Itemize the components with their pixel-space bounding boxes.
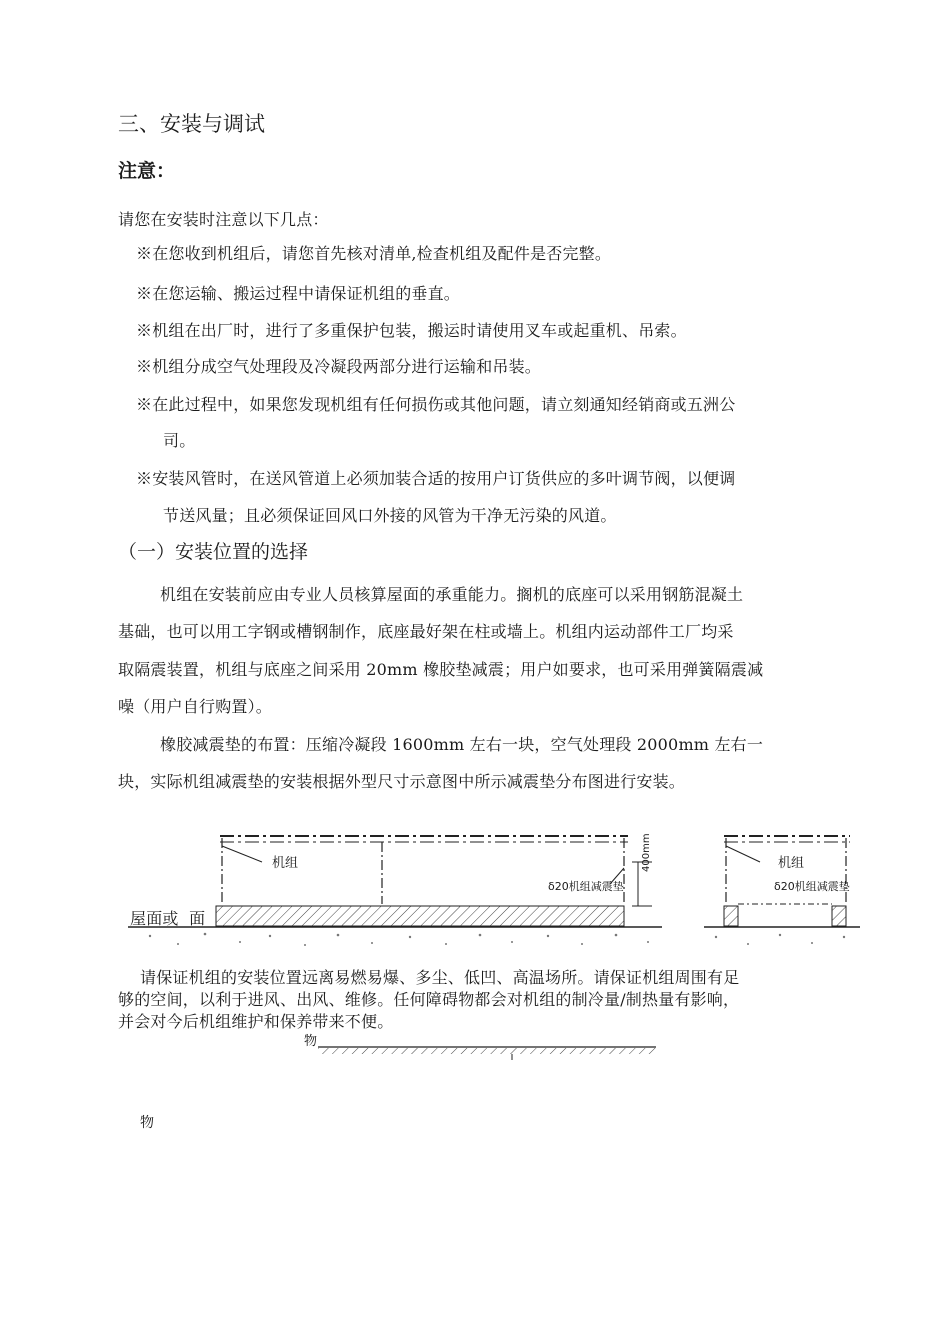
subsection-title: （一）安装位置的选择	[118, 541, 309, 563]
ground-texture	[149, 933, 845, 946]
paragraph-line: 并会对今后机组维护和保养带来不便。	[118, 1012, 394, 1031]
left-base-pad	[216, 906, 624, 926]
note-item: ※安装风管时，在送风管道上必须加装合适的按用户订货供应的多叶调节阀，以便调	[136, 469, 736, 488]
paragraph-line: 取隔震装置，机组与底座之间采用 20mm 橡胶垫减震；用户如要求，也可采用弹簧隔震减	[118, 660, 764, 679]
left-unit-label: 机组	[272, 856, 299, 871]
section-title: 三、安装与调试	[118, 112, 265, 136]
obstacle-label-top: 物	[304, 1034, 318, 1049]
note-item: ※机组在出厂时，进行了多重保护包装，搬运时请使用叉车或起重机、吊索。	[136, 321, 687, 340]
dimension-label: 400mm	[641, 833, 652, 872]
note-item: ※在此过程中，如果您发现机组有任何损伤或其他问题，请立刻通知经销商或五洲公	[136, 395, 736, 414]
paragraph-line: 请保证机组的安装位置远离易燃易爆、多尘、低凹、高温场所。请保证机组周围有足	[140, 968, 740, 987]
obstacle-line	[318, 1047, 656, 1060]
intro-text: 请您在安装时注意以下几点：	[118, 210, 329, 229]
obstacle-label-bottom: 物	[140, 1115, 155, 1131]
paragraph-line: 噪（用户自行购置）。	[118, 697, 273, 716]
notice-heading: 注意：	[118, 160, 176, 182]
note-item: ※在您运输、搬运过程中请保证机组的垂直。	[136, 284, 461, 303]
right-unit-label: 机组	[778, 856, 805, 871]
left-pad-label: δ20机组减震垫	[548, 880, 624, 893]
paragraph-line: 基础，也可以用工字钢或槽钢制作，底座最好架在柱或墙上。机组内运动部件工厂均采	[118, 622, 734, 641]
right-pad-left	[724, 906, 738, 926]
note-item-continued: 节送风量；且必须保证回风口外接的风管为干净无污染的风道。	[163, 506, 617, 525]
paragraph-line: 机组在安装前应由专业人员核算屋面的承重能力。搁机的底座可以采用钢筋混凝土	[160, 585, 744, 604]
note-item: ※在您收到机组后，请您首先核对清单,检查机组及配件是否完整。	[136, 244, 612, 263]
paragraph-line: 块，实际机组减震垫的安装根据外型尺寸示意图中所示减震垫分布图进行安装。	[118, 772, 686, 791]
paragraph-line: 橡胶减震垫的布置：压缩冷凝段 1600mm 左右一块，空气处理段 2000mm 左右一	[160, 735, 764, 754]
ground-label: 屋面或 面	[130, 909, 206, 928]
note-item-continued: 司。	[163, 431, 196, 450]
right-pad-right	[832, 906, 846, 926]
paragraph-line: 够的空间，以利于进风、出风、维修。任何障碍物都会对机组的制冷量/制热量有影响，	[118, 990, 740, 1009]
right-pad-label: δ20机组减震垫	[774, 880, 850, 893]
note-item: ※机组分成空气处理段及冷凝段两部分进行运输和吊装。	[136, 357, 542, 376]
